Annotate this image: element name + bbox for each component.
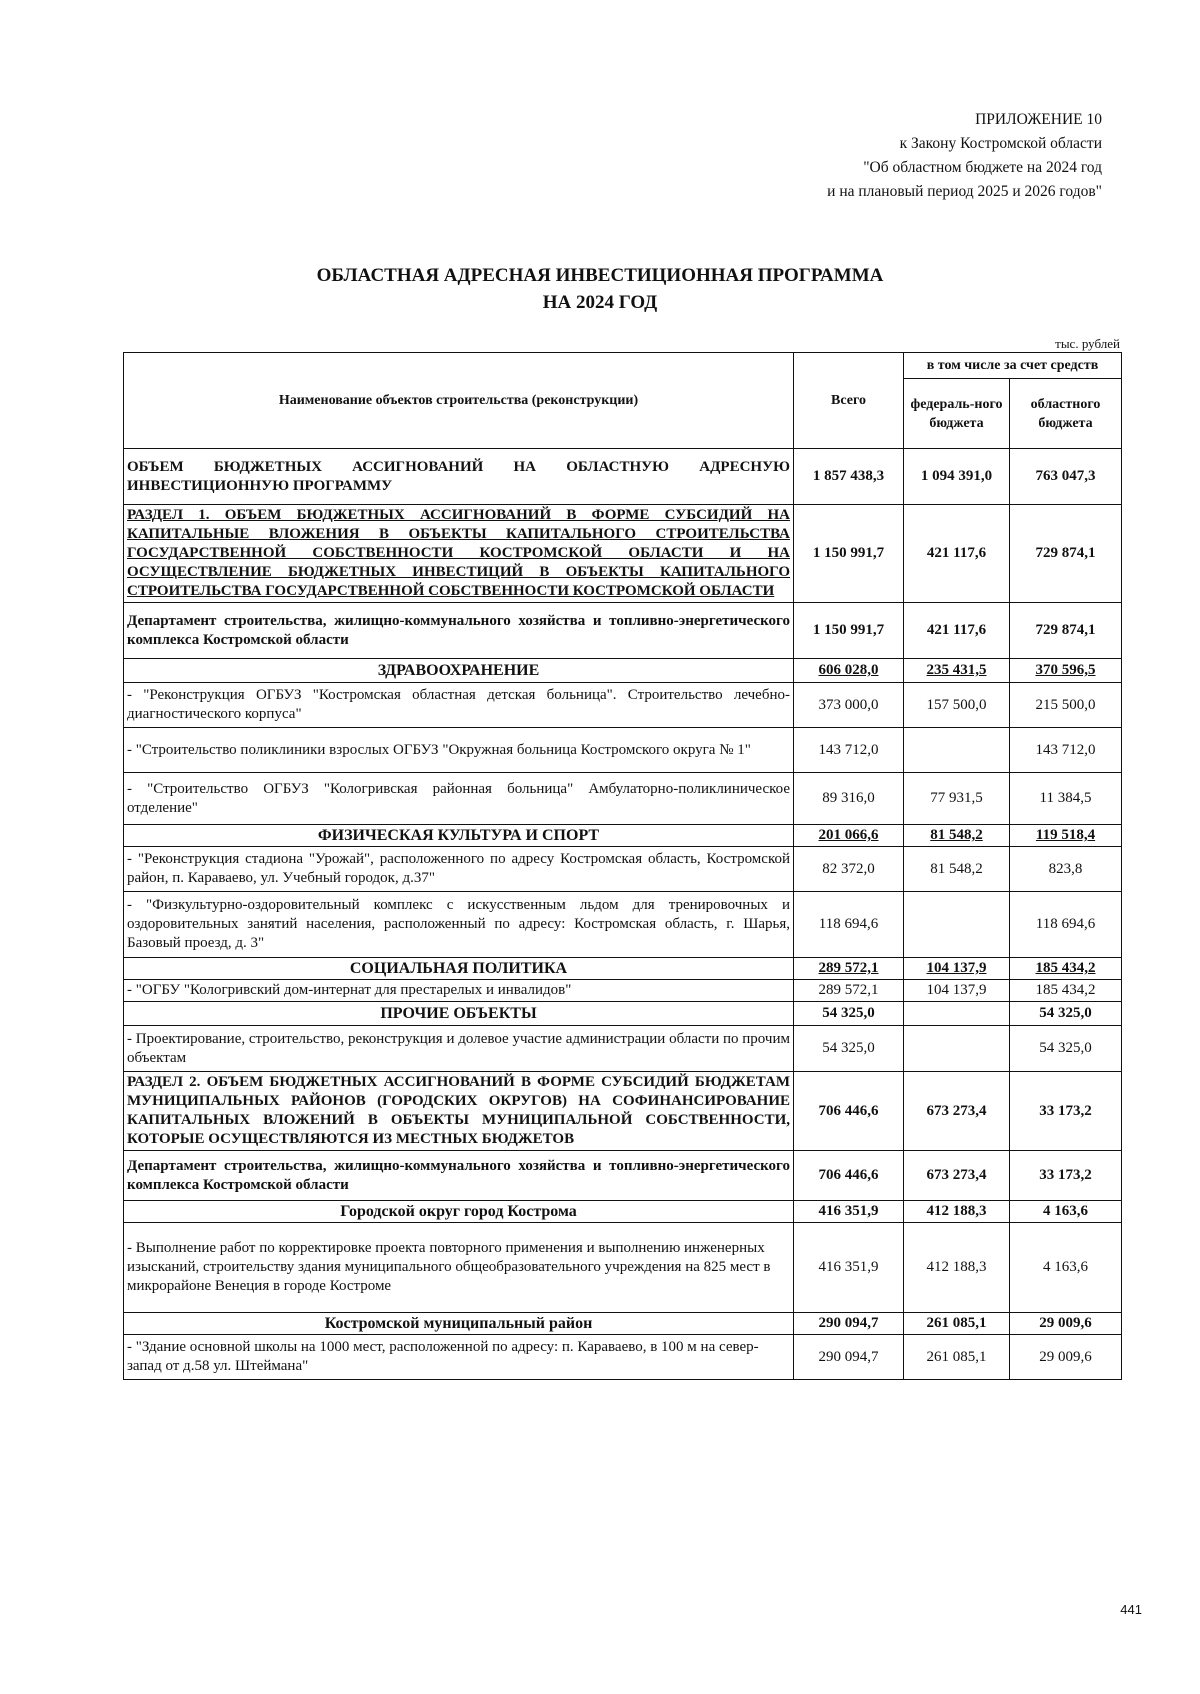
row-name: ФИЗИЧЕСКАЯ КУЛЬТУРА И СПОРТ xyxy=(124,825,794,847)
row-regional: 763 047,3 xyxy=(1010,449,1122,505)
row-regional: 33 173,2 xyxy=(1010,1151,1122,1201)
table-row xyxy=(124,683,1122,728)
row-regional: 823,8 xyxy=(1010,847,1122,892)
header-total: Всего xyxy=(794,353,904,449)
row-federal: 104 137,9 xyxy=(904,958,1010,980)
table-row xyxy=(124,1072,1122,1151)
row-total: 416 351,9 xyxy=(794,1201,904,1223)
row-total: 290 094,7 xyxy=(794,1335,904,1380)
table-row xyxy=(124,825,1122,847)
row-name: РАЗДЕЛ 1. ОБЪЕМ БЮДЖЕТНЫХ АССИГНОВАНИЙ В ФОРМЕ СУБСИДИЙ НА КАПИТАЛЬНЫЕ ВЛОЖЕНИЯ В ОБЪЕКТЫ КАПИТАЛЬНОГО СТРОИТЕЛЬСТВА ГОСУДАРСТВЕННОЙ СОБСТВЕННОСТИ КОСТРОМСКОЙ ОБЛАСТИ И НА ОСУЩЕСТВЛЕНИЕ БЮДЖЕТНЫХ ИНВЕСТИЦИЙ В ОБЪЕКТЫ КАПИТАЛЬНОГО СТРОИТЕЛЬСТВА ГОСУДАРСТВЕННОЙ СОБСТВЕННОСТИ КОСТРОМСКОЙ ОБЛАСТИ xyxy=(124,505,794,603)
row-name: ЗДРАВООХРАНЕНИЕ xyxy=(124,659,794,683)
row-regional: 215 500,0 xyxy=(1010,683,1122,728)
header-including: в том числе за счет средств xyxy=(904,353,1122,379)
row-name: - "Строительство ОГБУЗ "Кологривская районная больница" Амбулаторно-поликлиническое отделение" xyxy=(124,773,794,825)
table-row xyxy=(124,1201,1122,1223)
row-regional: 4 163,6 xyxy=(1010,1223,1122,1313)
row-federal: 261 085,1 xyxy=(904,1313,1010,1335)
row-regional: 118 694,6 xyxy=(1010,892,1122,958)
row-total: 118 694,6 xyxy=(794,892,904,958)
appendix-block xyxy=(827,108,1102,204)
row-federal: 421 117,6 xyxy=(904,505,1010,603)
document-title xyxy=(0,262,1200,316)
row-regional: 33 173,2 xyxy=(1010,1072,1122,1151)
table-row xyxy=(124,1002,1122,1026)
row-total: 54 325,0 xyxy=(794,1026,904,1072)
row-regional: 4 163,6 xyxy=(1010,1201,1122,1223)
table-row xyxy=(124,659,1122,683)
row-federal: 412 188,3 xyxy=(904,1201,1010,1223)
table-row xyxy=(124,728,1122,773)
row-name: - "ОГБУ "Кологривский дом-интернат для престарелых и инвалидов" xyxy=(124,980,794,1002)
row-federal: 673 273,4 xyxy=(904,1072,1010,1151)
row-name: Городской округ город Кострома xyxy=(124,1201,794,1223)
table-row xyxy=(124,449,1122,505)
table-row xyxy=(124,847,1122,892)
row-federal: 673 273,4 xyxy=(904,1151,1010,1201)
row-federal: 421 117,6 xyxy=(904,603,1010,659)
row-federal: 235 431,5 xyxy=(904,659,1010,683)
row-name: - "Физкультурно-оздоровительный комплекс с искусственным льдом для тренировочных и оздоровительных занятий населения, расположенный по адресу: Костромская область, г. Шарья, Базовый проезд, д. 3" xyxy=(124,892,794,958)
row-regional: 370 596,5 xyxy=(1010,659,1122,683)
row-regional: 143 712,0 xyxy=(1010,728,1122,773)
table-row xyxy=(124,1151,1122,1201)
row-federal: 81 548,2 xyxy=(904,825,1010,847)
row-total: 290 094,7 xyxy=(794,1313,904,1335)
row-name: РАЗДЕЛ 2. ОБЪЕМ БЮДЖЕТНЫХ АССИГНОВАНИЙ В ФОРМЕ СУБСИДИЙ БЮДЖЕТАМ МУНИЦИПАЛЬНЫХ РАЙОНОВ (ГОРОДСКИХ ОКРУГОВ) НА СОФИНАНСИРОВАНИЕ КАПИТАЛЬНЫХ ВЛОЖЕНИЙ В ОБЪЕКТЫ МУНИЦИПАЛЬНОЙ СОБСТВЕННОСТИ, КОТОРЫЕ ОСУЩЕСТВЛЯЮТСЯ ИЗ МЕСТНЫХ БЮДЖЕТОВ xyxy=(124,1072,794,1151)
row-total: 706 446,6 xyxy=(794,1151,904,1201)
units-label: тыс. рублей xyxy=(1055,336,1120,351)
row-total: 289 572,1 xyxy=(794,958,904,980)
appendix-law-period: и на плановый период 2025 и 2026 годов" xyxy=(827,183,1102,200)
table-row xyxy=(124,1026,1122,1072)
title-line-2: НА 2024 ГОД xyxy=(542,292,658,313)
row-name: ПРОЧИЕ ОБЪЕКТЫ xyxy=(124,1002,794,1026)
row-federal: 412 188,3 xyxy=(904,1223,1010,1313)
row-name: - Проектирование, строительство, реконструкция и долевое участие администрации области по прочим объектам xyxy=(124,1026,794,1072)
row-name: СОЦИАЛЬНАЯ ПОЛИТИКА xyxy=(124,958,794,980)
row-total: 1 150 991,7 xyxy=(794,603,904,659)
row-federal: 1 094 391,0 xyxy=(904,449,1010,505)
row-federal: 81 548,2 xyxy=(904,847,1010,892)
row-total: 54 325,0 xyxy=(794,1002,904,1026)
row-federal: 157 500,0 xyxy=(904,683,1010,728)
row-federal xyxy=(904,728,1010,773)
row-total: 416 351,9 xyxy=(794,1223,904,1313)
row-federal xyxy=(904,892,1010,958)
row-federal xyxy=(904,1026,1010,1072)
row-regional: 29 009,6 xyxy=(1010,1313,1122,1335)
row-regional: 119 518,4 xyxy=(1010,825,1122,847)
row-regional: 729 874,1 xyxy=(1010,603,1122,659)
row-regional: 29 009,6 xyxy=(1010,1335,1122,1380)
row-regional: 729 874,1 xyxy=(1010,505,1122,603)
investment-program-table xyxy=(123,352,1122,1380)
row-federal: 104 137,9 xyxy=(904,980,1010,1002)
appendix-law-title: "Об областном бюджете на 2024 год xyxy=(863,159,1102,176)
header-federal: федераль-ного бюджета xyxy=(904,379,1010,449)
row-federal: 261 085,1 xyxy=(904,1335,1010,1380)
row-total: 89 316,0 xyxy=(794,773,904,825)
row-name: - Выполнение работ по корректировке проекта повторного применения и выполнению инженерных изысканий, строительству здания муниципального общеобразовательного учреждения на 825 мест в микрорайоне Венеция в городе Костроме xyxy=(124,1223,794,1313)
row-regional: 185 434,2 xyxy=(1010,958,1122,980)
header-name: Наименование объектов строительства (реконструкции) xyxy=(124,353,794,449)
appendix-law: к Закону Костромской области xyxy=(899,135,1102,152)
table-row xyxy=(124,980,1122,1002)
row-total: 373 000,0 xyxy=(794,683,904,728)
row-federal: 77 931,5 xyxy=(904,773,1010,825)
row-total: 143 712,0 xyxy=(794,728,904,773)
row-regional: 185 434,2 xyxy=(1010,980,1122,1002)
row-name: - "Реконструкция стадиона "Урожай", расположенного по адресу Костромская область, Костромской район, п. Караваево, ул. Учебный городок, д.37" xyxy=(124,847,794,892)
row-name: Департамент строительства, жилищно-коммунального хозяйства и топливно-энергетического комплекса Костромской области xyxy=(124,603,794,659)
table-row xyxy=(124,773,1122,825)
row-name: Департамент строительства, жилищно-коммунального хозяйства и топливно-энергетического комплекса Костромской области xyxy=(124,1151,794,1201)
table-row xyxy=(124,1313,1122,1335)
page-number: 441 xyxy=(1120,1602,1142,1617)
row-total: 1 150 991,7 xyxy=(794,505,904,603)
table-row xyxy=(124,1223,1122,1313)
table-row xyxy=(124,505,1122,603)
row-regional: 54 325,0 xyxy=(1010,1002,1122,1026)
row-regional: 54 325,0 xyxy=(1010,1026,1122,1072)
row-name: - "Строительство поликлиники взрослых ОГБУЗ "Окружная больница Костромского округа № 1" xyxy=(124,728,794,773)
row-total: 1 857 438,3 xyxy=(794,449,904,505)
table-row xyxy=(124,892,1122,958)
row-total: 82 372,0 xyxy=(794,847,904,892)
row-name: ОБЪЕМ БЮДЖЕТНЫХ АССИГНОВАНИЙ НА ОБЛАСТНУЮ АДРЕСНУЮ ИНВЕСТИЦИОННУЮ ПРОГРАММУ xyxy=(124,449,794,505)
appendix-number: ПРИЛОЖЕНИЕ 10 xyxy=(975,111,1102,128)
row-total: 201 066,6 xyxy=(794,825,904,847)
row-federal xyxy=(904,1002,1010,1026)
row-total: 289 572,1 xyxy=(794,980,904,1002)
row-name: - "Здание основной школы на 1000 мест, расположенной по адресу: п. Караваево, в 100 м на север-запад от д.58 ул. Штеймана" xyxy=(124,1335,794,1380)
row-total: 706 446,6 xyxy=(794,1072,904,1151)
table-row xyxy=(124,1335,1122,1380)
row-name: Костромской муниципальный район xyxy=(124,1313,794,1335)
row-regional: 11 384,5 xyxy=(1010,773,1122,825)
header-regional: областного бюджета xyxy=(1010,379,1122,449)
row-name: - "Реконструкция ОГБУЗ "Костромская областная детская больница". Строительство лечебно-диагностического корпуса" xyxy=(124,683,794,728)
table-row xyxy=(124,958,1122,980)
title-line-1: ОБЛАСТНАЯ АДРЕСНАЯ ИНВЕСТИЦИОННАЯ ПРОГРАММА xyxy=(316,265,884,286)
row-total: 606 028,0 xyxy=(794,659,904,683)
table-row xyxy=(124,603,1122,659)
